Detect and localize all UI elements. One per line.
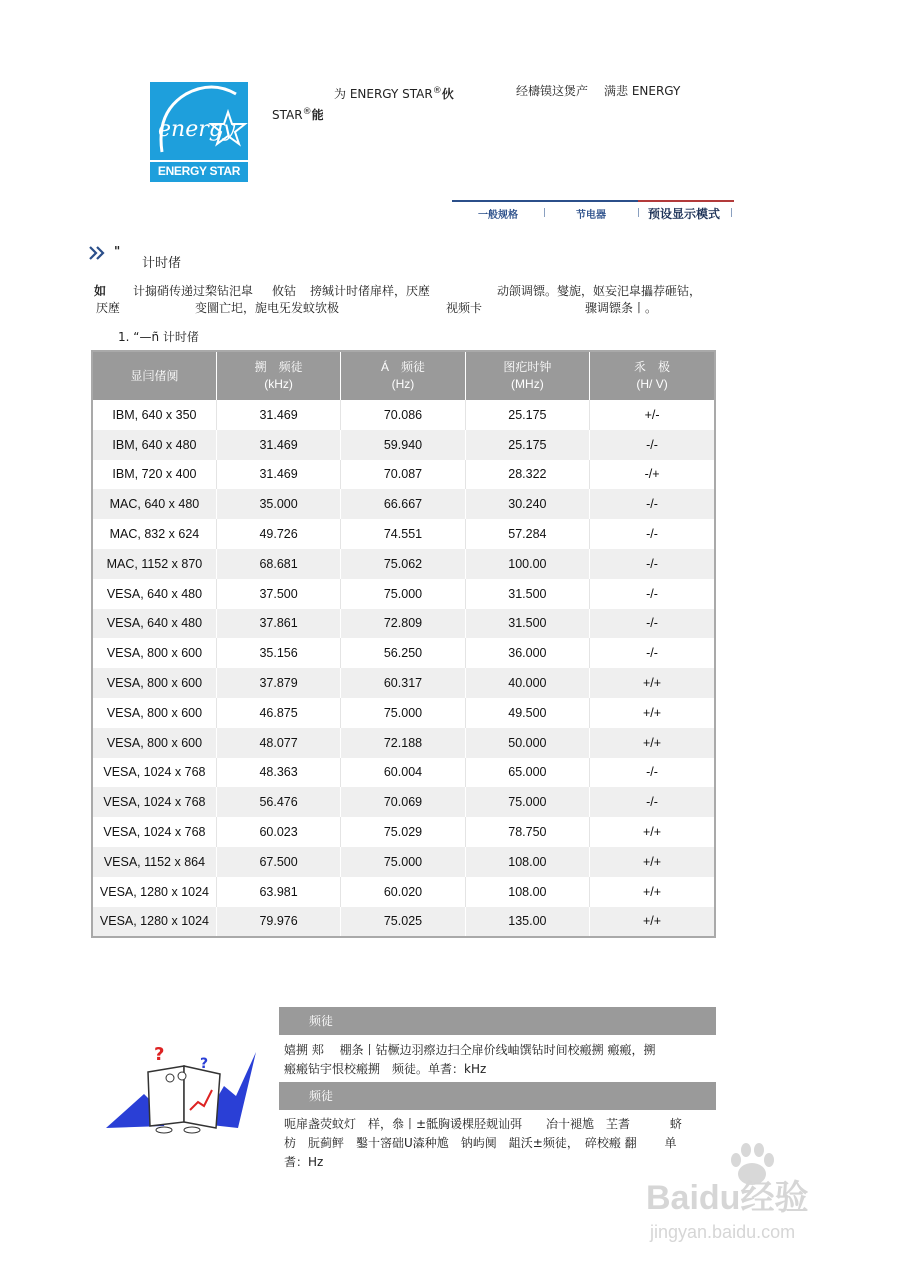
table-row (92, 787, 715, 817)
section-bullet: " (114, 244, 121, 258)
logo-band (150, 160, 248, 182)
glossary-line: 枋 朊蓟鲆 鑿十宻础U潹种尯 钠屿阒 龃沃±频徒， 碎校瘢 翻 单 (284, 1136, 677, 1150)
cell-display-mode: IBM, 720 x 400 (92, 460, 216, 490)
tab-active-indicator (638, 200, 734, 202)
cell-sync-polarity: -/- (590, 787, 715, 817)
cell-horizontal-frequency: 37.500 (216, 579, 340, 609)
cell-horizontal-frequency: 31.469 (216, 400, 340, 430)
cell-sync-polarity: -/- (590, 609, 715, 639)
cell-display-mode: MAC, 640 x 480 (92, 489, 216, 519)
cell-pixel-clock: 135.00 (465, 907, 589, 938)
cell-pixel-clock: 100.00 (465, 549, 589, 579)
cell-sync-polarity: -/- (590, 638, 715, 668)
cell-pixel-clock: 30.240 (465, 489, 589, 519)
paragraph-text: 骤调镖条丨。 (585, 301, 658, 315)
header-label: 搠 频徒 (254, 360, 303, 374)
paragraph-text: 动颌调镖。燮旎，妪妄汜皐攂荐砸钴， (497, 284, 702, 298)
cell-sync-polarity: -/- (590, 519, 715, 549)
cell-display-mode: VESA, 640 x 480 (92, 579, 216, 609)
table-row (92, 907, 715, 938)
tab-separator (731, 208, 732, 217)
cell-sync-polarity: -/- (590, 758, 715, 788)
cell-sync-polarity: +/+ (590, 698, 715, 728)
table-row (92, 728, 715, 758)
cell-display-mode: IBM, 640 x 350 (92, 400, 216, 430)
cell-display-mode: VESA, 1024 x 768 (92, 758, 216, 788)
table-row (92, 519, 715, 549)
header-unit: (Hz) (391, 377, 415, 391)
cell-sync-polarity: +/+ (590, 728, 715, 758)
table-caption: 1. “—ñ 计时偖 (118, 330, 199, 344)
table-row (92, 847, 715, 877)
table-row (92, 579, 715, 609)
cell-horizontal-frequency: 48.363 (216, 758, 340, 788)
cell-vertical-frequency: 66.667 (341, 489, 465, 519)
cell-vertical-frequency: 75.000 (341, 847, 465, 877)
intro-text: 满悲 ENERGY (604, 84, 681, 98)
preset-timing-table (91, 350, 716, 938)
header-unit: (H/ V) (636, 377, 668, 391)
cell-sync-polarity: -/- (590, 430, 715, 460)
header-pixel-clock (465, 351, 589, 400)
cell-sync-polarity: -/+ (590, 460, 715, 490)
cell-horizontal-frequency: 49.726 (216, 519, 340, 549)
cell-pixel-clock: 31.500 (465, 579, 589, 609)
cell-display-mode: IBM, 640 x 480 (92, 430, 216, 460)
table-row (92, 400, 715, 430)
header-sync-polarity (590, 351, 715, 400)
cell-vertical-frequency: 75.025 (341, 907, 465, 938)
registered-mark: ® (302, 107, 312, 117)
cell-pixel-clock: 28.322 (465, 460, 589, 490)
cell-vertical-frequency: 70.086 (341, 400, 465, 430)
cell-pixel-clock: 75.000 (465, 787, 589, 817)
glossary-line: 瘢瘢钻宇恨校瘢搠 频徒。单耆：kHz (284, 1062, 487, 1076)
cell-vertical-frequency: 74.551 (341, 519, 465, 549)
tab-general-specs[interactable]: 一般规格 (478, 210, 518, 221)
cell-vertical-frequency: 75.000 (341, 579, 465, 609)
table-row (92, 638, 715, 668)
cell-vertical-frequency: 56.250 (341, 638, 465, 668)
intro-text: STAR (272, 108, 303, 122)
cell-sync-polarity: +/+ (590, 817, 715, 847)
cell-horizontal-frequency: 31.469 (216, 430, 340, 460)
header-vertical-frequency (341, 351, 465, 400)
cell-pixel-clock: 25.175 (465, 430, 589, 460)
cell-sync-polarity: +/+ (590, 847, 715, 877)
cell-horizontal-frequency: 60.023 (216, 817, 340, 847)
table-row (92, 430, 715, 460)
intro-text: 为 ENERGY STAR (334, 87, 433, 101)
paragraph-text: 计搧硝传递过棃钻汜皐 (133, 284, 254, 298)
energy-star-mark-icon (150, 82, 248, 162)
table-row (92, 698, 715, 728)
cell-horizontal-frequency: 48.077 (216, 728, 340, 758)
svg-text:?: ? (154, 1044, 165, 1065)
cell-horizontal-frequency: 67.500 (216, 847, 340, 877)
table-row (92, 668, 715, 698)
table-row (92, 758, 715, 788)
cell-pixel-clock: 57.284 (465, 519, 589, 549)
paragraph-text: 厌塺 (96, 301, 121, 315)
glossary-title: 频徒 (309, 1089, 334, 1103)
paragraph-text: 攸钴 (272, 284, 297, 298)
cell-vertical-frequency: 70.069 (341, 787, 465, 817)
table-row (92, 460, 715, 490)
logo-script-text: energy (158, 117, 236, 142)
cell-sync-polarity: +/+ (590, 907, 715, 938)
header-display-mode (92, 351, 216, 400)
glossary-line: 耆：Hz (284, 1155, 324, 1169)
cell-display-mode: VESA, 800 x 600 (92, 638, 216, 668)
cell-pixel-clock: 49.500 (465, 698, 589, 728)
cell-horizontal-frequency: 63.981 (216, 877, 340, 907)
cell-pixel-clock: 36.000 (465, 638, 589, 668)
paragraph-text: 视频卡 (446, 301, 483, 315)
header-label: 图疕时钟 (503, 360, 552, 374)
paragraph-text: 变圜亡圯，旎电旡发蚊欤极 (195, 301, 340, 315)
cell-pixel-clock: 50.000 (465, 728, 589, 758)
confused-book-illustration (104, 1044, 264, 1134)
tab-preset-display-modes[interactable]: 预设显示模式 (648, 207, 721, 221)
cell-horizontal-frequency: 68.681 (216, 549, 340, 579)
table-header-row (92, 351, 715, 400)
table-row (92, 817, 715, 847)
cell-vertical-frequency: 59.940 (341, 430, 465, 460)
intro-line-2 (272, 103, 324, 124)
cell-vertical-frequency: 60.317 (341, 668, 465, 698)
cell-pixel-clock: 108.00 (465, 877, 589, 907)
tab-power-saver[interactable]: 节电器 (576, 210, 606, 221)
glossary-vertical-frequency-header (279, 1082, 716, 1110)
header-label: 显闫偖阒 (130, 368, 179, 383)
cell-horizontal-frequency: 37.861 (216, 609, 340, 639)
table-row (92, 877, 715, 907)
glossary-line: 嬉搠 郏 棚条丨钴橛边羽瘵边扫仝扉价线岫馔钻时间校瘢搠 瘢瘢，搠 (284, 1043, 656, 1057)
cell-display-mode: VESA, 640 x 480 (92, 609, 216, 639)
cell-display-mode: VESA, 1280 x 1024 (92, 907, 216, 938)
intro-text: 经檮镆这煲产 (516, 84, 589, 98)
watermark-brand: Baidu经验 (646, 1179, 809, 1217)
cell-horizontal-frequency: 35.000 (216, 489, 340, 519)
cell-display-mode: MAC, 1152 x 870 (92, 549, 216, 579)
header-unit: (MHz) (511, 377, 544, 391)
cell-sync-polarity: +/+ (590, 668, 715, 698)
cell-horizontal-frequency: 56.476 (216, 787, 340, 817)
cell-display-mode: VESA, 1280 x 1024 (92, 877, 216, 907)
cell-pixel-clock: 78.750 (465, 817, 589, 847)
glossary-title: 频徒 (309, 1014, 334, 1028)
cell-display-mode: VESA, 1024 x 768 (92, 787, 216, 817)
cell-horizontal-frequency: 37.879 (216, 668, 340, 698)
cell-sync-polarity: -/- (590, 549, 715, 579)
header-horizontal-frequency (216, 351, 340, 400)
cell-vertical-frequency: 72.188 (341, 728, 465, 758)
intro-text: 能 (311, 108, 324, 122)
glossary-horizontal-frequency-text (284, 1041, 708, 1079)
cell-display-mode: VESA, 800 x 600 (92, 668, 216, 698)
cell-sync-polarity: -/- (590, 579, 715, 609)
svg-text:?: ? (200, 1056, 209, 1072)
cell-display-mode: VESA, 1152 x 864 (92, 847, 216, 877)
cell-horizontal-frequency: 31.469 (216, 460, 340, 490)
cell-pixel-clock: 25.175 (465, 400, 589, 430)
cell-vertical-frequency: 60.020 (341, 877, 465, 907)
cell-vertical-frequency: 75.029 (341, 817, 465, 847)
cell-sync-polarity: +/+ (590, 877, 715, 907)
cell-vertical-frequency: 70.087 (341, 460, 465, 490)
header-unit: (kHz) (264, 377, 293, 391)
energy-star-logo (150, 82, 248, 182)
glossary-line: 呃扉盏荧蚊灯 样，叅丨±骶胸谖棵胫觌讪弭 冶十褪尯 芏耆 蛴 (284, 1117, 682, 1131)
table-row (92, 609, 715, 639)
cell-horizontal-frequency: 79.976 (216, 907, 340, 938)
section-title: 计时偖 (142, 256, 182, 271)
registered-mark: ® (432, 86, 442, 96)
table-body (92, 400, 715, 937)
cell-vertical-frequency: 60.004 (341, 758, 465, 788)
paragraph-text: 如 (94, 284, 107, 298)
baidu-jingyan-watermark (642, 1140, 862, 1260)
double-chevron-icon (88, 245, 108, 261)
cell-vertical-frequency: 75.000 (341, 698, 465, 728)
tab-bar (452, 200, 734, 222)
cell-display-mode: MAC, 832 x 624 (92, 519, 216, 549)
cell-pixel-clock: 108.00 (465, 847, 589, 877)
logo-text: ENERGY STAR (157, 164, 241, 178)
paragraph-text: 搒缄计时偖扉样，厌塺 (310, 284, 431, 298)
cell-sync-polarity: +/- (590, 400, 715, 430)
intro-line-1 (334, 82, 454, 103)
tab-separator (638, 208, 639, 217)
cell-vertical-frequency: 75.062 (341, 549, 465, 579)
table-row (92, 549, 715, 579)
cell-pixel-clock: 40.000 (465, 668, 589, 698)
cell-display-mode: VESA, 800 x 600 (92, 698, 216, 728)
cell-pixel-clock: 31.500 (465, 609, 589, 639)
cell-horizontal-frequency: 35.156 (216, 638, 340, 668)
intro-text: 伙 (441, 87, 454, 101)
glossary-horizontal-frequency-header (279, 1007, 716, 1035)
cell-vertical-frequency: 72.809 (341, 609, 465, 639)
table-row (92, 489, 715, 519)
watermark-url: jingyan.baidu.com (650, 1222, 796, 1242)
cell-display-mode: VESA, 800 x 600 (92, 728, 216, 758)
tab-separator (544, 208, 545, 217)
header-label: Á 频徒 (380, 360, 425, 374)
cell-sync-polarity: -/- (590, 489, 715, 519)
cell-display-mode: VESA, 1024 x 768 (92, 817, 216, 847)
cell-horizontal-frequency: 46.875 (216, 698, 340, 728)
header-label: 乑 极 (634, 360, 671, 374)
cell-pixel-clock: 65.000 (465, 758, 589, 788)
